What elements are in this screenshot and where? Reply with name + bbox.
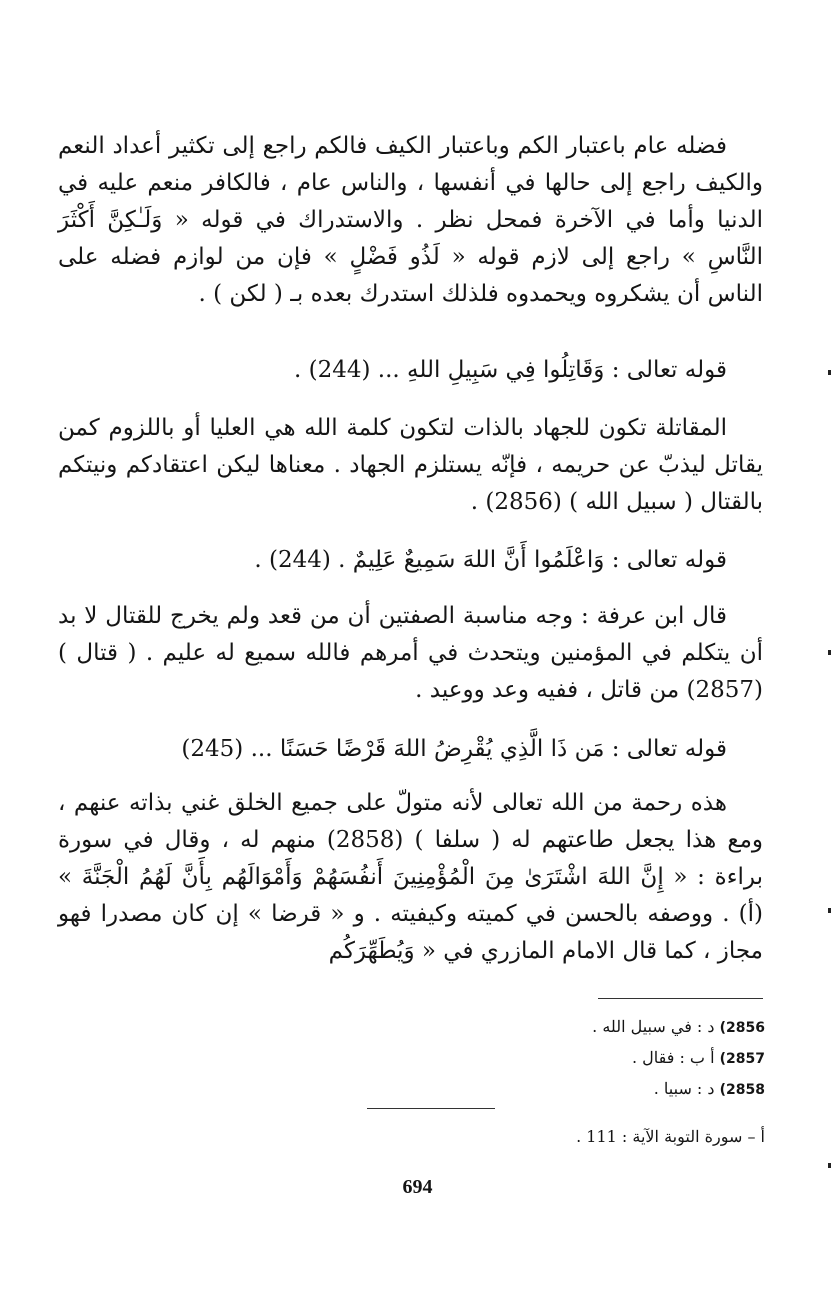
footnotes — [265, 1012, 765, 1105]
paragraph-text: المقاتلة تكون للجهاد بالذات لتكون كلمة الله هي العليا أو باللزوم كمن يقاتل ليذبّ عن حريمه ، فإنّه يستلزم الجهاد . معناها ليكن اعتقادكم ونيتكم بالقتال ( سبيل الله ) (2856) . — [58, 415, 763, 515]
footnote-item — [265, 1043, 765, 1074]
scan-edge-mark — [828, 908, 831, 913]
paragraph-intro — [58, 128, 763, 313]
scan-edge-mark — [828, 370, 831, 375]
paragraph-text: قال ابن عرفة : وجه مناسبة الصفتين أن من قعد ولم يخرج للقتال لا بد أن يتكلم في المؤمنين ويتحدث في أمرهم فالله سميع له عليم . ( قتال ) (2857) من قاتل ، ففيه وعد ووعيد . — [58, 603, 763, 703]
footnote-number: 2858) — [719, 1082, 765, 1098]
verse-heading-text: قوله تعالى : وَقَاتِلُوا فِي سَبِيلِ اللهِ ... (244) . — [293, 357, 727, 383]
paragraph-mercy — [58, 785, 763, 970]
verse-heading-244b — [58, 542, 763, 579]
scan-edge-mark — [828, 650, 831, 655]
paragraph-text: فضله عام باعتبار الكم وباعتبار الكيف فالكم راجع إلى تكثير أعداد النعم والكيف راجع إلى حالها في أنفسها ، والناس عام ، فالكافر منعم عليه في الدنيا وأما في الآخرة فمحل نظر . والاستدراك في قوله « وَلَـٰكِنَّ أَكْثَرَ النَّاسِ » راجع إلى لازم قوله « لَذُو فَضْلٍ » فإن من لوازم فضله على الناس أن يشكروه ويحمدوه فلذلك استدرك بعده بـ ( لكن ) . — [58, 133, 763, 307]
footnote-text: د : في سبيل الله . — [592, 1017, 715, 1036]
verse-heading-text: قوله تعالى : وَاعْلَمُوا أَنَّ اللهَ سَمِيعٌ عَلِيمٌ . (244) . — [254, 547, 727, 573]
marginal-note-divider — [367, 1108, 495, 1109]
footnote-divider — [598, 998, 763, 999]
scan-edge-mark — [828, 1163, 831, 1168]
footnote-item — [265, 1074, 765, 1105]
footnote-text: د : سبيا . — [653, 1079, 715, 1098]
footnote-number: 2856) — [719, 1020, 765, 1036]
paragraph-fighting — [58, 410, 763, 521]
footnote-number: 2857) — [719, 1051, 765, 1067]
verse-heading-245 — [58, 731, 763, 768]
footnote-item — [265, 1012, 765, 1043]
paragraph-text: هذه رحمة من الله تعالى لأنه متولّ على جميع الخلق غني بذاته عنهم ، ومع هذا يجعل طاعتهم له ( سلفا ) (2858) منهم له ، وقال في سورة براءة : « إِنَّ اللهَ اشْتَرَىٰ مِنَ الْمُؤْمِنِينَ أَنفُسَهُمْ وَأَمْوَالَهُم بِأَنَّ لَهُمُ الْجَنَّةَ » (أ) . ووصفه بالحسن في كميته وكيفيته . و « قرضا » إن كان مصدرا فهو مجاز ، كما قال الامام المازري في « وَيُطَهِّرَكُم — [58, 790, 763, 964]
paragraph-ibn-arafa — [58, 598, 763, 709]
footnote-text: أ ب : فقال . — [631, 1048, 715, 1067]
page-number: 694 — [402, 1176, 433, 1198]
verse-heading-text: قوله تعالى : مَن ذَا الَّذِي يُقْرِضُ اللهَ قَرْضًا حَسَنًا ... (245) — [181, 736, 727, 762]
quran-reference-note: أ – سورة التوبة الآية : 111 . — [576, 1127, 765, 1146]
verse-heading-244a — [58, 352, 763, 389]
